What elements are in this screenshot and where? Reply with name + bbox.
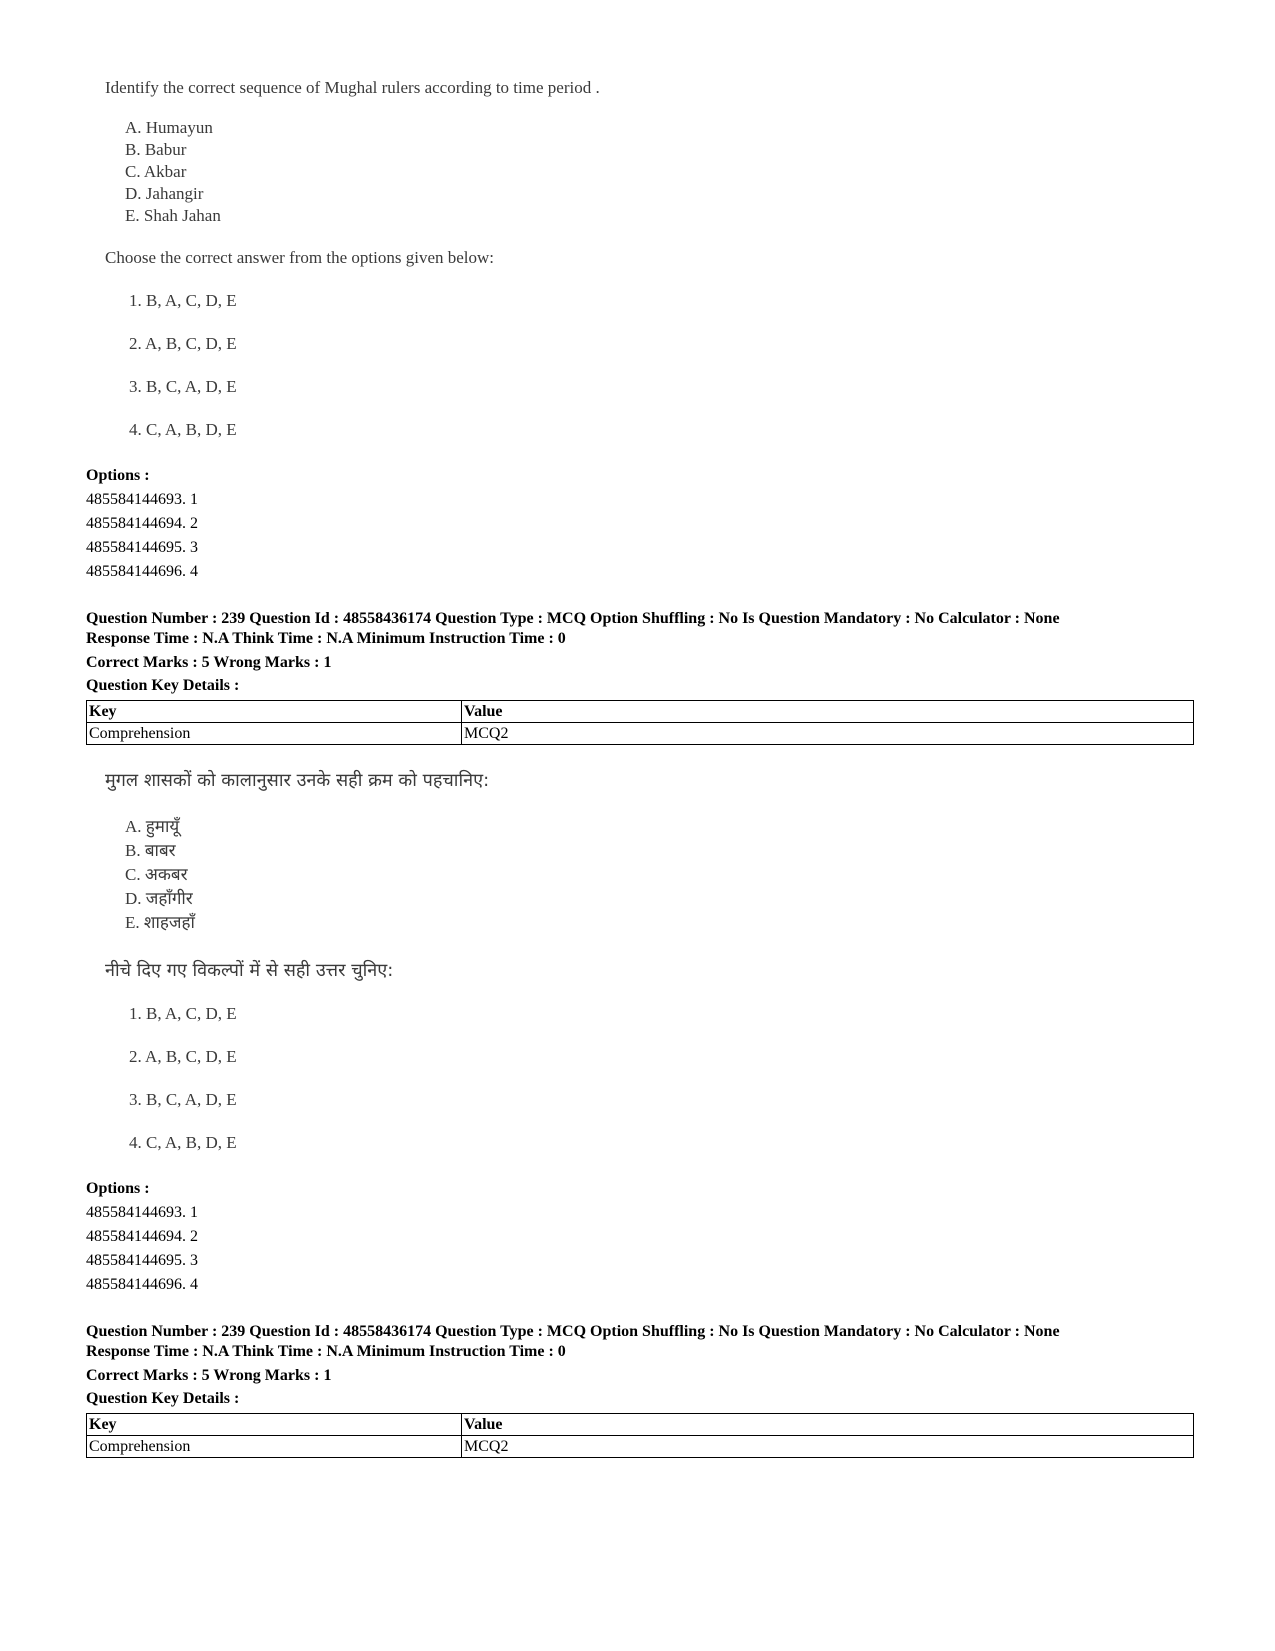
answer-1: 1. B, A, C, D, E — [129, 1004, 237, 1023]
option-item: 485584144695. 3 — [86, 1252, 198, 1269]
choose-instruction: Choose the correct answer from the options given below: — [105, 248, 495, 267]
options-heading: Options : — [86, 1180, 150, 1197]
question-prompt: मुगल शासकों को कालानुसार उनके सही क्रम को पहचानिए: — [105, 770, 490, 791]
option-item: 485584144694. 2 — [86, 515, 198, 532]
answer-4: 4. C, A, B, D, E — [129, 420, 237, 439]
option-item: 485584144695. 3 — [86, 539, 198, 556]
key-details-table — [86, 1413, 1194, 1458]
table-cell-key: Comprehension — [87, 1436, 462, 1458]
options-list — [86, 1177, 198, 1297]
question-info-line: Question Number : 239 Question Id : 48558436174 Question Type : MCQ Option Shuffling : No Is Question Mandatory : No Calculator : None — [86, 1323, 1060, 1340]
key-details-table — [86, 700, 1194, 745]
option-item: 485584144694. 2 — [86, 1228, 198, 1245]
answer-2: 2. A, B, C, D, E — [129, 1047, 237, 1066]
question-image-english — [105, 78, 665, 458]
key-details-heading: Question Key Details : — [86, 1390, 240, 1407]
answer-1: 1. B, A, C, D, E — [129, 291, 237, 310]
table-cell-key: Comprehension — [87, 723, 462, 745]
timing-info-line: Response Time : N.A Think Time : N.A Minimum Instruction Time : 0 — [86, 1343, 566, 1360]
table-header-key: Key — [87, 701, 462, 723]
option-item: 485584144693. 1 — [86, 1204, 198, 1221]
question-prompt: Identify the correct sequence of Mughal rulers according to time period . — [105, 78, 600, 97]
table-header-value: Value — [462, 1414, 1194, 1436]
answer-4: 4. C, A, B, D, E — [129, 1133, 237, 1152]
question-image-hindi — [105, 768, 665, 1158]
statement-c: C. Akbar — [125, 162, 187, 181]
option-item: 485584144693. 1 — [86, 491, 198, 508]
question-meta — [86, 610, 1201, 750]
timing-info-line: Response Time : N.A Think Time : N.A Minimum Instruction Time : 0 — [86, 630, 566, 647]
answer-3: 3. B, C, A, D, E — [129, 1090, 237, 1109]
statement-b: B. बाबर — [125, 841, 176, 860]
statement-e: E. शाहजहाँ — [125, 913, 195, 932]
table-cell-value: MCQ2 — [462, 1436, 1194, 1458]
table-cell-value: MCQ2 — [462, 723, 1194, 745]
option-item: 485584144696. 4 — [86, 563, 198, 580]
option-item: 485584144696. 4 — [86, 1276, 198, 1293]
statement-a: A. हुमायूँ — [125, 817, 180, 836]
answer-3: 3. B, C, A, D, E — [129, 377, 237, 396]
options-list — [86, 464, 198, 584]
options-heading: Options : — [86, 467, 150, 484]
table-header-value: Value — [462, 701, 1194, 723]
marks-line: Correct Marks : 5 Wrong Marks : 1 — [86, 654, 332, 671]
statement-d: D. जहाँगीर — [125, 889, 193, 908]
key-details-heading: Question Key Details : — [86, 677, 240, 694]
statement-a: A. Humayun — [125, 118, 213, 137]
choose-instruction: नीचे दिए गए विकल्पों में से सही उत्तर चुनिए: — [105, 960, 394, 981]
question-meta — [86, 1323, 1201, 1463]
statement-e: E. Shah Jahan — [125, 206, 221, 225]
table-header-key: Key — [87, 1414, 462, 1436]
question-info-line: Question Number : 239 Question Id : 48558436174 Question Type : MCQ Option Shuffling : No Is Question Mandatory : No Calculator : None — [86, 610, 1060, 627]
statement-b: B. Babur — [125, 140, 187, 159]
statement-c: C. अकबर — [125, 865, 188, 884]
marks-line: Correct Marks : 5 Wrong Marks : 1 — [86, 1367, 332, 1384]
statement-d: D. Jahangir — [125, 184, 204, 203]
answer-2: 2. A, B, C, D, E — [129, 334, 237, 353]
